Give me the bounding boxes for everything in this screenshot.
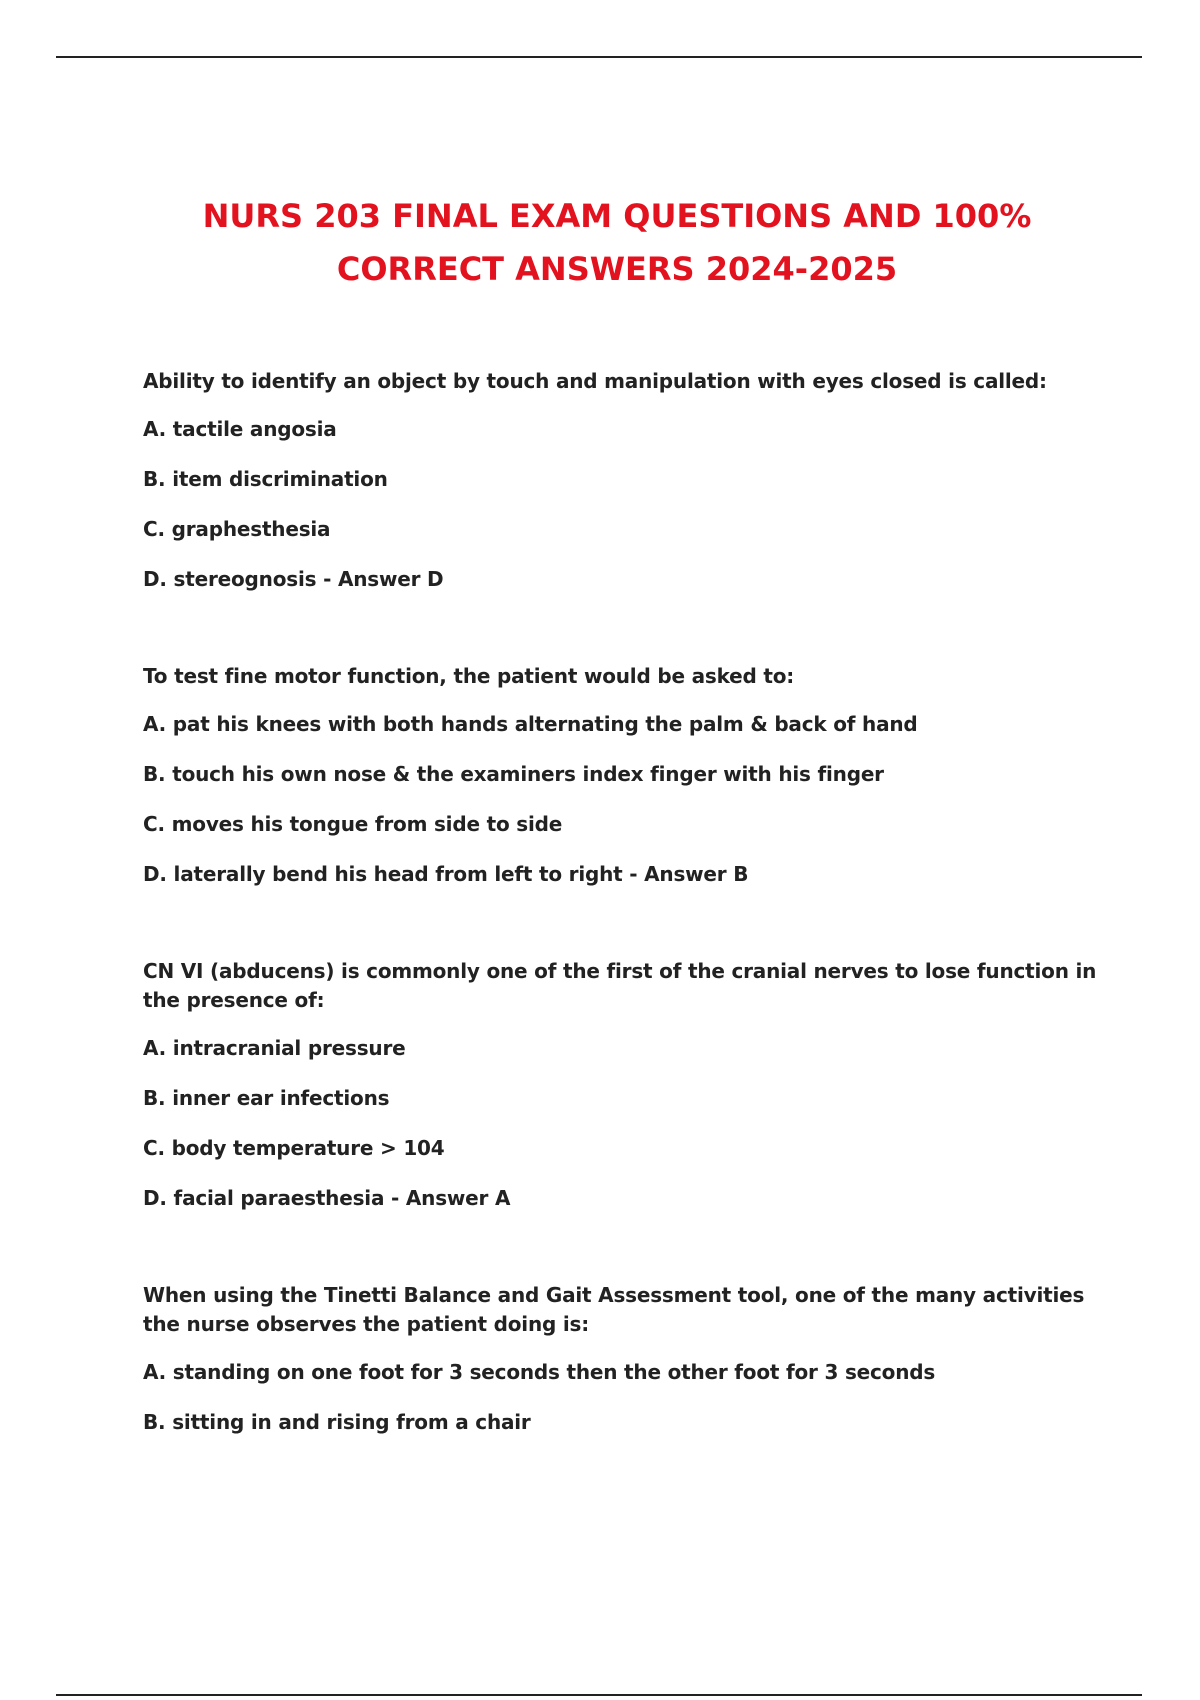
answer-options bbox=[143, 415, 1103, 594]
option-d: D. facial paraesthesia - Answer A bbox=[143, 1186, 511, 1210]
question-spacer bbox=[143, 1213, 1103, 1281]
option-b: B. item discrimination bbox=[143, 467, 388, 491]
answer-options bbox=[143, 710, 1103, 889]
option-a: A. standing on one foot for 3 seconds then the other foot for 3 seconds bbox=[143, 1360, 936, 1384]
answer-options bbox=[143, 1358, 1103, 1437]
option-b: B. touch his own nose & the examiners index finger with his finger bbox=[143, 762, 884, 786]
question-text: To test fine motor function, the patient would be asked to: bbox=[143, 664, 795, 688]
option-c: C. body temperature > 104 bbox=[143, 1136, 445, 1160]
title-line-1: NURS 203 FINAL EXAM QUESTIONS AND 100% bbox=[202, 197, 1032, 235]
option-a: A. intracranial pressure bbox=[143, 1036, 406, 1060]
answer-options bbox=[143, 1034, 1103, 1213]
option-a: A. tactile angosia bbox=[143, 417, 337, 441]
question-text: CN VI (abducens) is commonly one of the first of the cranial nerves to lose function in the presence of: bbox=[143, 959, 1097, 1012]
question-text: When using the Tinetti Balance and Gait Assessment tool, one of the many activities the nurse observes the patient doing is: bbox=[143, 1283, 1085, 1336]
question-2 bbox=[143, 662, 1103, 889]
option-b: B. sitting in and rising from a chair bbox=[143, 1410, 531, 1434]
option-d: D. laterally bend his head from left to right - Answer B bbox=[143, 862, 749, 886]
question-spacer bbox=[143, 889, 1103, 957]
question-spacer bbox=[143, 594, 1103, 662]
question-4 bbox=[143, 1281, 1103, 1437]
document-title bbox=[0, 190, 1200, 296]
question-1 bbox=[143, 367, 1103, 594]
title-line-2: CORRECT ANSWERS 2024-2025 bbox=[336, 250, 898, 288]
question-3 bbox=[143, 957, 1103, 1213]
option-c: C. moves his tongue from side to side bbox=[143, 812, 563, 836]
bottom-divider bbox=[56, 1694, 1142, 1696]
option-c: C. graphesthesia bbox=[143, 517, 331, 541]
question-text: Ability to identify an object by touch and manipulation with eyes closed is called: bbox=[143, 369, 1047, 393]
top-divider bbox=[56, 56, 1142, 58]
question-list bbox=[143, 367, 1103, 1437]
option-a: A. pat his knees with both hands alternating the palm & back of hand bbox=[143, 712, 918, 736]
option-b: B. inner ear infections bbox=[143, 1086, 390, 1110]
option-d: D. stereognosis - Answer D bbox=[143, 567, 444, 591]
